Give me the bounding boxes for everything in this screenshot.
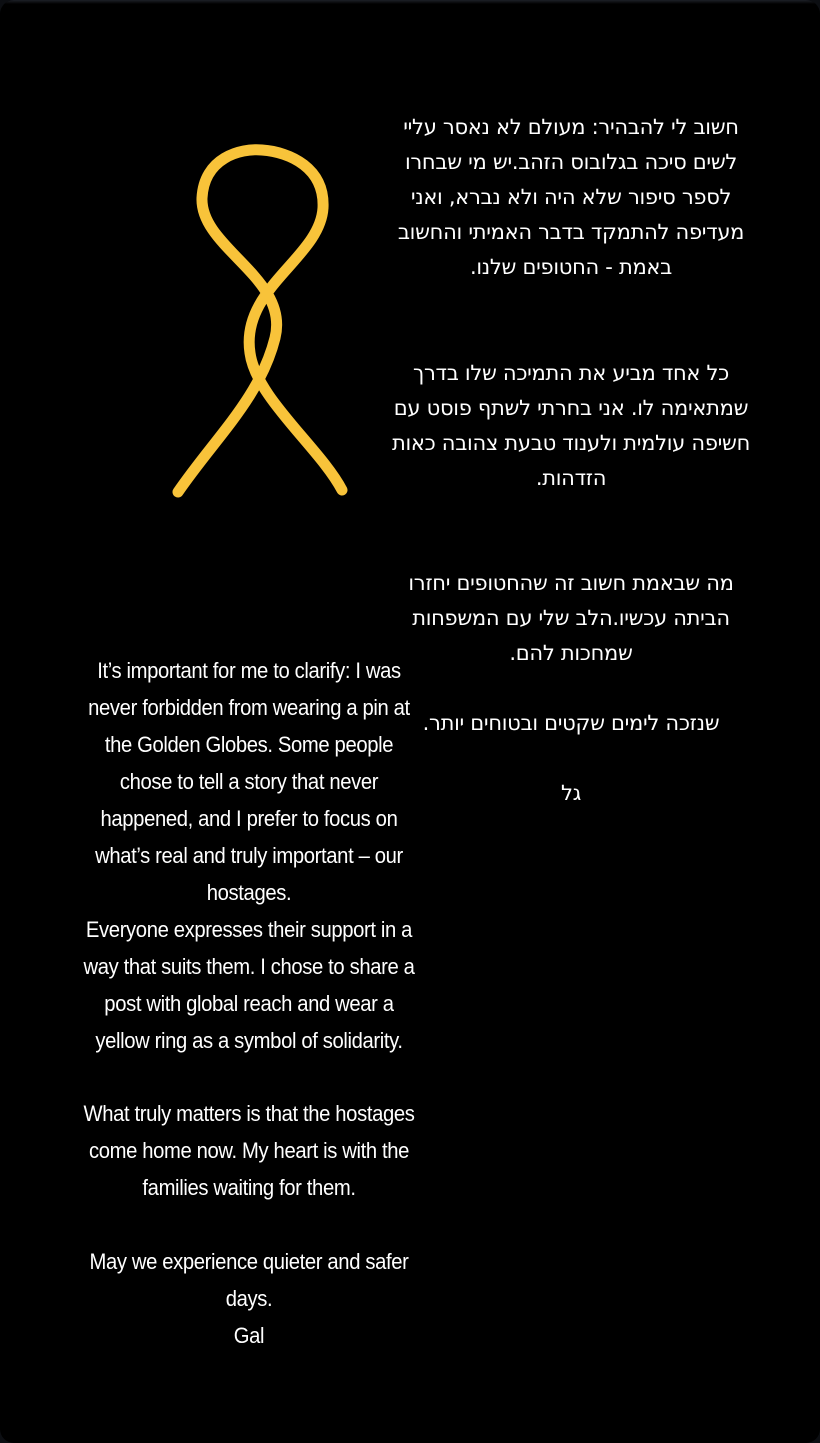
- hebrew-paragraph-2: כל אחד מביע את התמיכה שלו בדרך שמתאימה לו. אני בחרתי לשתף פוסט עם חשיפה עולמית ולענוד טבעת צהובה כאות הזדהות.: [391, 361, 751, 490]
- english-paragraph-2: Everyone expresses their support in a way that suits them. I chose to share a post with global reach and wear a yellow ring as a symbol of solidarity.: [83, 917, 415, 1053]
- english-paragraph-3: What truly matters is that the hostages come home now. My heart is with the families waiting for them.: [83, 1101, 415, 1200]
- hebrew-paragraph-4: שנזכה לימים שקטים ובטוחים יותר.: [422, 711, 720, 735]
- hebrew-paragraph-3: מה שבאמת חשוב זה שהחטופים יחזרו הביתה עכשיו.הלב שלי עם המשפחות שמחכות להם.: [408, 571, 734, 665]
- yellow-ribbon-icon: [160, 138, 360, 508]
- english-paragraph-1: It’s important for me to clarify: I was never forbidden from wearing a pin at the Golden Globes. Some people chose to tell a story that never happened, and I prefer to focus on what’s real and truly important – our hostages.: [88, 658, 410, 905]
- hebrew-signature: גל: [561, 781, 581, 805]
- english-signature: Gal: [233, 1323, 265, 1348]
- english-paragraph-4: May we experience quieter and safer days.: [89, 1249, 409, 1311]
- top-edge: [0, 0, 820, 4]
- hebrew-paragraph-1: חשוב לי להבהיר: מעולם לא נאסר עליי לשים סיכה בגלובוס הזהב.יש מי שבחרו לספר סיפור שלא היה ולא נברא, ואני מעדיפה להתמקד בדבר האמיתי והחשוב באמת - החטופים שלנו.: [397, 115, 745, 279]
